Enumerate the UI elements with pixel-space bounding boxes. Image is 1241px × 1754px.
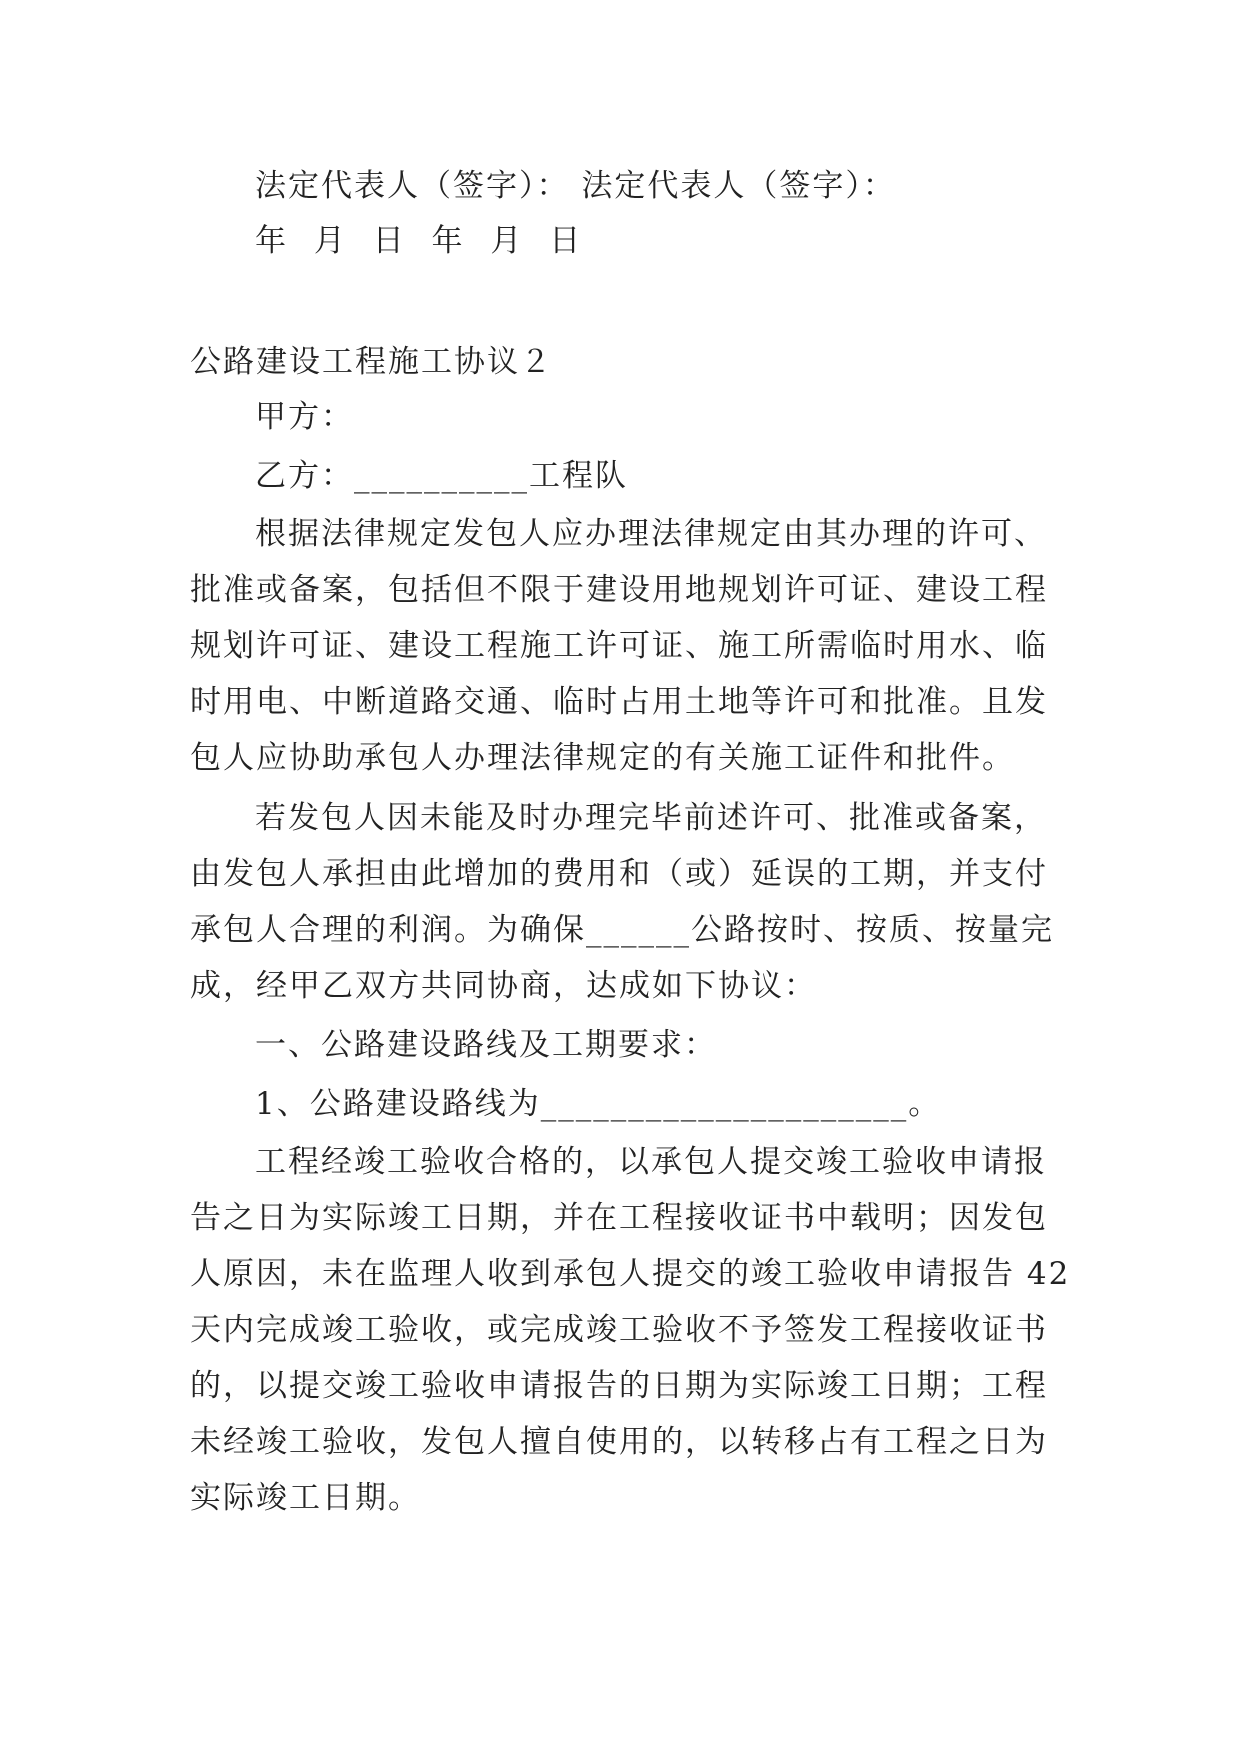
party-a-line: 甲方： (255, 399, 354, 435)
body-line: 的，以提交竣工验收申请报告的日期为实际竣工日期；工程 (190, 1368, 1048, 1404)
body-line: 包人应协助承包人办理法律规定的有关施工证件和批件。 (190, 740, 1015, 776)
body-line: 人原因，未在监理人收到承包人提交的竣工验收申请报告 42 (190, 1256, 1071, 1292)
body-line: 工程经竣工验收合格的，以承包人提交竣工验收申请报 (255, 1144, 1047, 1180)
date-line: 年 月 日 年 月 日 (255, 223, 583, 259)
section-heading: 一、公路建设路线及工期要求： (255, 1027, 717, 1063)
body-line: 由发包人承担由此增加的费用和（或）延误的工期，并支付 (190, 856, 1048, 892)
body-line: 1、公路建设路线为_____________________。 (255, 1086, 942, 1122)
signature-line: 法定代表人（签字）： 法定代表人（签字）： (255, 168, 896, 204)
body-line: 未经竣工验收，发包人擅自使用的，以转移占有工程之日为 (190, 1424, 1048, 1460)
party-b-line: 乙方：__________工程队 (255, 458, 628, 494)
body-line: 天内完成竣工验收，或完成竣工验收不予签发工程接收证书 (190, 1312, 1048, 1348)
body-line: 实际竣工日期。 (190, 1480, 421, 1516)
body-line: 时用电、中断道路交通、临时占用土地等许可和批准。且发 (190, 684, 1048, 720)
document-title: 公路建设工程施工协议２ (190, 344, 553, 380)
body-line: 批准或备案，包括但不限于建设用地规划许可证、建设工程 (190, 572, 1048, 608)
body-line: 成，经甲乙双方共同协商，达成如下协议： (190, 968, 817, 1004)
body-line: 承包人合理的利润。为确保______公路按时、按质、按量完 (190, 912, 1054, 948)
body-line: 告之日为实际竣工日期，并在工程接收证书中载明；因发包 (190, 1200, 1048, 1236)
body-line: 若发包人因未能及时办理完毕前述许可、批准或备案， (255, 800, 1047, 836)
body-line: 根据法律规定发包人应办理法律规定由其办理的许可、 (255, 516, 1047, 552)
body-line: 规划许可证、建设工程施工许可证、施工所需临时用水、临 (190, 628, 1048, 664)
